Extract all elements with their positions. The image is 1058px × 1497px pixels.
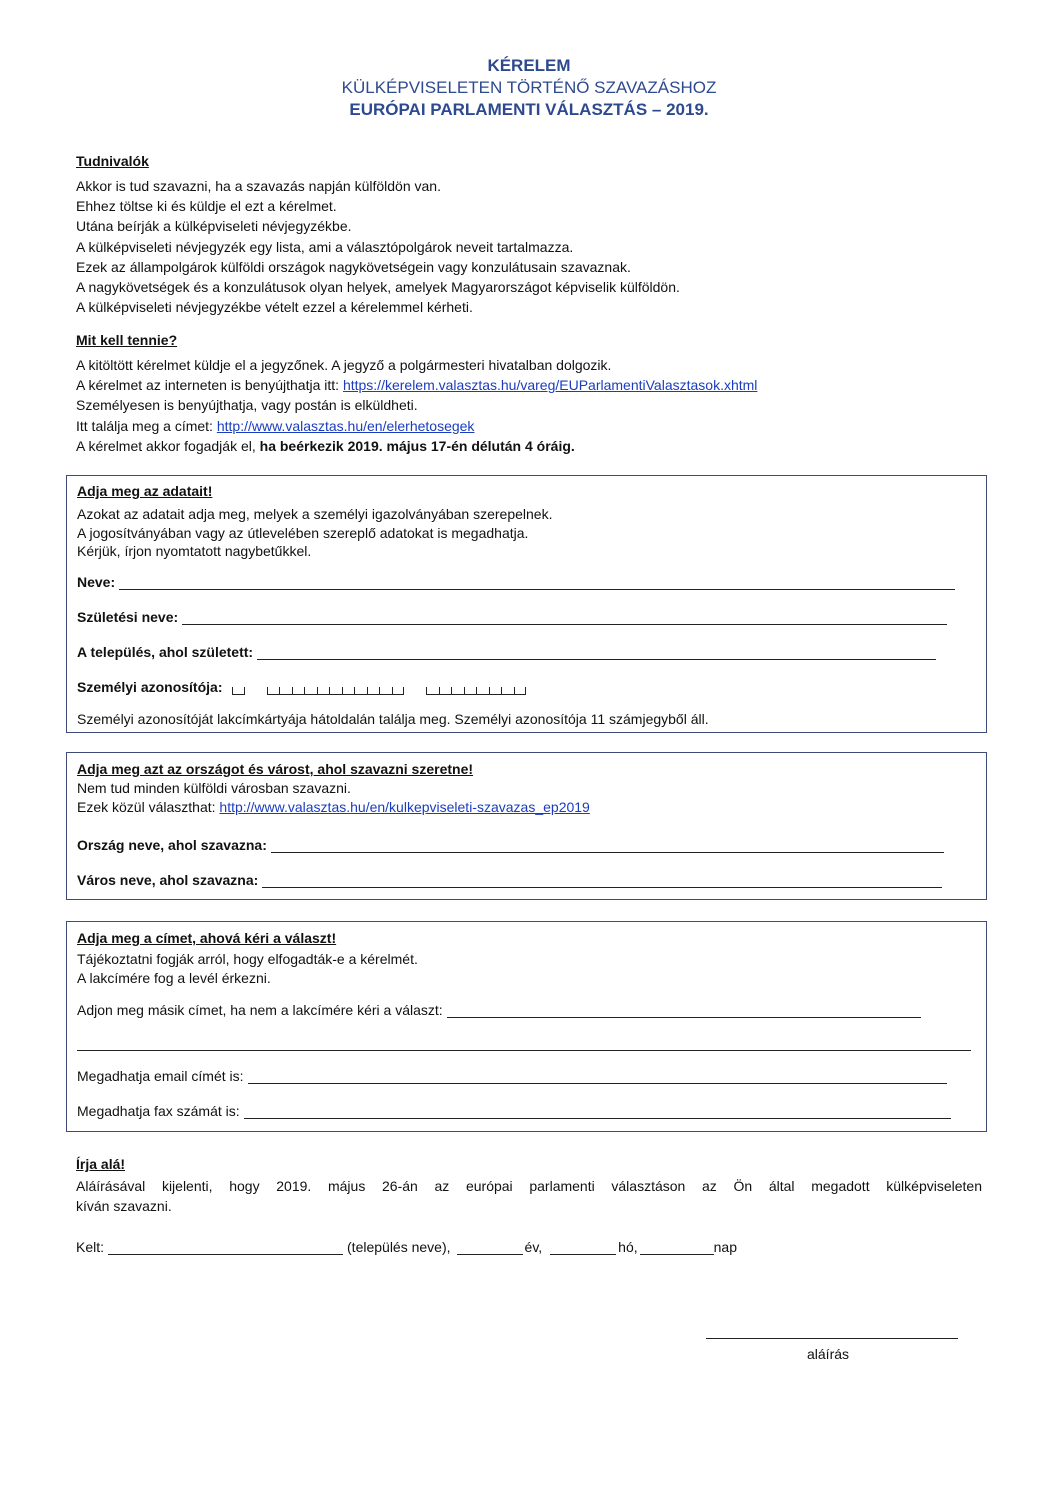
fax-field[interactable] <box>244 1105 951 1119</box>
todo-line-address <box>76 416 986 436</box>
name-field[interactable] <box>119 576 955 590</box>
personal-line: A jogosítványában vagy az útlevelében szereplő adatokat is megadhatja. <box>77 524 529 541</box>
place-hint: (település neve), <box>347 1239 451 1255</box>
city-label: Város neve, ahol szavazna: <box>77 872 259 888</box>
email-label: Megadhatja email címét is: <box>77 1068 244 1084</box>
address-line: A lakcímére fog a levél érkezni. <box>77 969 271 986</box>
todo-line-online-text: A kérelmet az interneten is benyújthatja itt: <box>76 377 343 394</box>
id-digit-box[interactable] <box>292 687 305 695</box>
city-field[interactable] <box>262 874 942 888</box>
id-digit-box[interactable] <box>367 687 380 695</box>
foreign-voting-link[interactable]: http://www.valasztas.hu/en/kulkepviseleti-szavazas_ep2019 <box>219 798 590 815</box>
title-line-2: KÜLKÉPVISELETEN TÖRTÉNŐ SZAVAZÁSHOZ <box>341 78 717 97</box>
id-digit-box[interactable] <box>267 687 280 695</box>
birth-name-label: Születési neve: <box>77 609 179 625</box>
info-line: A külképviseleti névjegyzékbe vételt ezzel a kérelemmel kérheti. <box>76 299 473 316</box>
country-label: Ország neve, ahol szavazna: <box>77 837 267 853</box>
location-line: Nem tud minden külföldi városban szavazni. <box>77 780 351 796</box>
id-digit-box[interactable] <box>464 687 477 695</box>
signature-label: aláírás <box>807 1346 850 1362</box>
id-digit-box[interactable] <box>379 687 392 695</box>
month-label: hó, <box>618 1239 638 1255</box>
id-field-row <box>77 679 526 695</box>
date-place-field[interactable] <box>108 1241 343 1255</box>
todo-heading: Mit kell tennie? <box>76 332 178 348</box>
city-field-row <box>77 872 942 888</box>
address-line: Tájékoztatni fogják arról, hogy elfogadták-e a kérelmét. <box>77 951 418 967</box>
declaration-line-2: kíván szavazni. <box>76 1198 172 1215</box>
id-digit-box[interactable] <box>317 687 330 695</box>
info-line: Akkor is tud szavazni, ha a szavazás napján külföldön van. <box>76 178 441 194</box>
signature-section <box>76 1154 982 1216</box>
personal-heading: Adja meg az adatait! <box>77 483 213 499</box>
deadline-bold-text: ha beérkezik 2019. május 17-én délután 4 óráig. <box>259 437 575 454</box>
id-digit-box[interactable] <box>392 687 405 695</box>
year-field[interactable] <box>457 1241 523 1255</box>
title-line-3: EURÓPAI PARLAMENTI VÁLASZTÁS – 2019. <box>349 100 709 119</box>
date-row <box>76 1239 737 1255</box>
id-digit-box[interactable] <box>342 687 355 695</box>
id-digit-box[interactable] <box>489 687 502 695</box>
todo-line: Személyesen is benyújthatja, vagy postán is elküldheti. <box>76 397 418 414</box>
personal-line: Kérjük, írjon nyomtatott nagybetűkkel. <box>77 543 312 559</box>
id-label: Személyi azonosítója: <box>77 679 223 695</box>
other-address-field-line-2[interactable] <box>77 1050 971 1051</box>
title-line-1: KÉRELEM <box>487 56 571 75</box>
id-digit-box[interactable] <box>354 687 367 695</box>
id-digit-box[interactable] <box>451 687 464 695</box>
personal-id-field[interactable] <box>232 681 526 695</box>
email-field[interactable] <box>248 1070 947 1084</box>
id-digit-box[interactable] <box>514 687 527 695</box>
todo-line: A kitöltött kérelmet küldje el a jegyzőnek. A jegyző a polgármesteri hivatalban dolgozik. <box>76 357 612 373</box>
birth-place-label: A település, ahol született: <box>77 644 254 660</box>
info-line: A külképviseleti névjegyzék egy lista, ami a választópolgárok neveit tartalmazza. <box>76 238 574 255</box>
id-digit-box[interactable] <box>279 687 292 695</box>
location-link-text: Ezek közül választhat: <box>77 798 220 815</box>
signature-heading: Írja alá! <box>76 1156 126 1172</box>
reply-address-box <box>66 921 987 1132</box>
info-line: Ezek az állampolgárok külföldi országok nagykövetségein vagy konzulátusain szavaznak. <box>76 258 631 275</box>
location-line-link <box>77 798 976 817</box>
info-heading: Tudnivalók <box>76 153 149 169</box>
location-heading: Adja meg azt az országot és várost, ahol szavazni szeretne! <box>77 761 474 777</box>
year-label: év, <box>524 1239 543 1255</box>
id-note: Személyi azonosítóját lakcímkártyája hátoldalán találja meg. Személyi azonosítója 11 számjegyből áll. <box>77 711 709 727</box>
todo-line-deadline <box>76 436 986 456</box>
kelt-label: Kelt: <box>76 1239 105 1255</box>
info-line: Ehhez töltse ki és küldje el ezt a kérelmet. <box>76 198 337 215</box>
form-title <box>0 55 1058 121</box>
voting-location-box <box>66 752 987 900</box>
personal-line: Azokat az adatait adja meg, melyek a személyi igazolványában szerepelnek. <box>77 506 553 522</box>
month-field[interactable] <box>550 1241 616 1255</box>
id-digit-box[interactable] <box>329 687 342 695</box>
online-application-link[interactable]: https://kerelem.valasztas.hu/vareg/EUParlamentiValasztasok.xhtml <box>342 377 758 394</box>
day-field[interactable] <box>640 1241 714 1255</box>
day-label: nap <box>713 1239 737 1255</box>
info-line: Utána beírják a külképviseleti névjegyzékbe. <box>76 218 352 235</box>
name-label: Neve: <box>77 574 116 590</box>
declaration-line-1: Aláírásával kijelenti, hogy 2019. május 26-án az európai parlamenti választáson az Ön által megadott külképviseleten <box>76 1178 982 1194</box>
name-field-row <box>77 574 955 590</box>
birth-place-field[interactable] <box>257 646 936 660</box>
birth-name-field-row <box>77 609 947 625</box>
signature-line[interactable] <box>706 1338 958 1339</box>
birth-name-field[interactable] <box>182 611 947 625</box>
id-digit-box[interactable] <box>426 687 439 695</box>
email-field-row <box>77 1068 947 1084</box>
id-digit-box[interactable] <box>476 687 489 695</box>
country-field-row <box>77 837 944 853</box>
birth-place-field-row <box>77 644 936 660</box>
fax-label: Megadhatja fax számát is: <box>77 1103 240 1119</box>
info-section <box>76 151 986 317</box>
country-field[interactable] <box>271 839 944 853</box>
fax-field-row <box>77 1103 951 1119</box>
address-heading: Adja meg a címet, ahová kéri a választ! <box>77 930 337 946</box>
id-digit-box[interactable] <box>304 687 317 695</box>
todo-line-address-text: Itt találja meg a címet: <box>76 417 217 434</box>
deadline-text: A kérelmet akkor fogadják el, <box>76 437 260 454</box>
other-address-field[interactable] <box>447 1004 921 1018</box>
id-digit-box[interactable] <box>501 687 514 695</box>
todo-section <box>76 330 986 456</box>
other-address-field-row <box>77 1002 921 1018</box>
todo-line-online <box>76 375 986 395</box>
other-address-label: Adjon meg másik címet, ha nem a lakcímére kéri a választ: <box>77 1002 443 1018</box>
info-line: A nagykövetségek és a konzulátusok olyan helyek, amelyek Magyarországot képviselik külföldön. <box>76 279 680 296</box>
id-digit-box[interactable] <box>232 687 245 695</box>
id-digit-box[interactable] <box>439 687 452 695</box>
contacts-link[interactable]: http://www.valasztas.hu/en/elerhetosegek <box>216 417 475 434</box>
personal-data-box <box>66 475 987 733</box>
